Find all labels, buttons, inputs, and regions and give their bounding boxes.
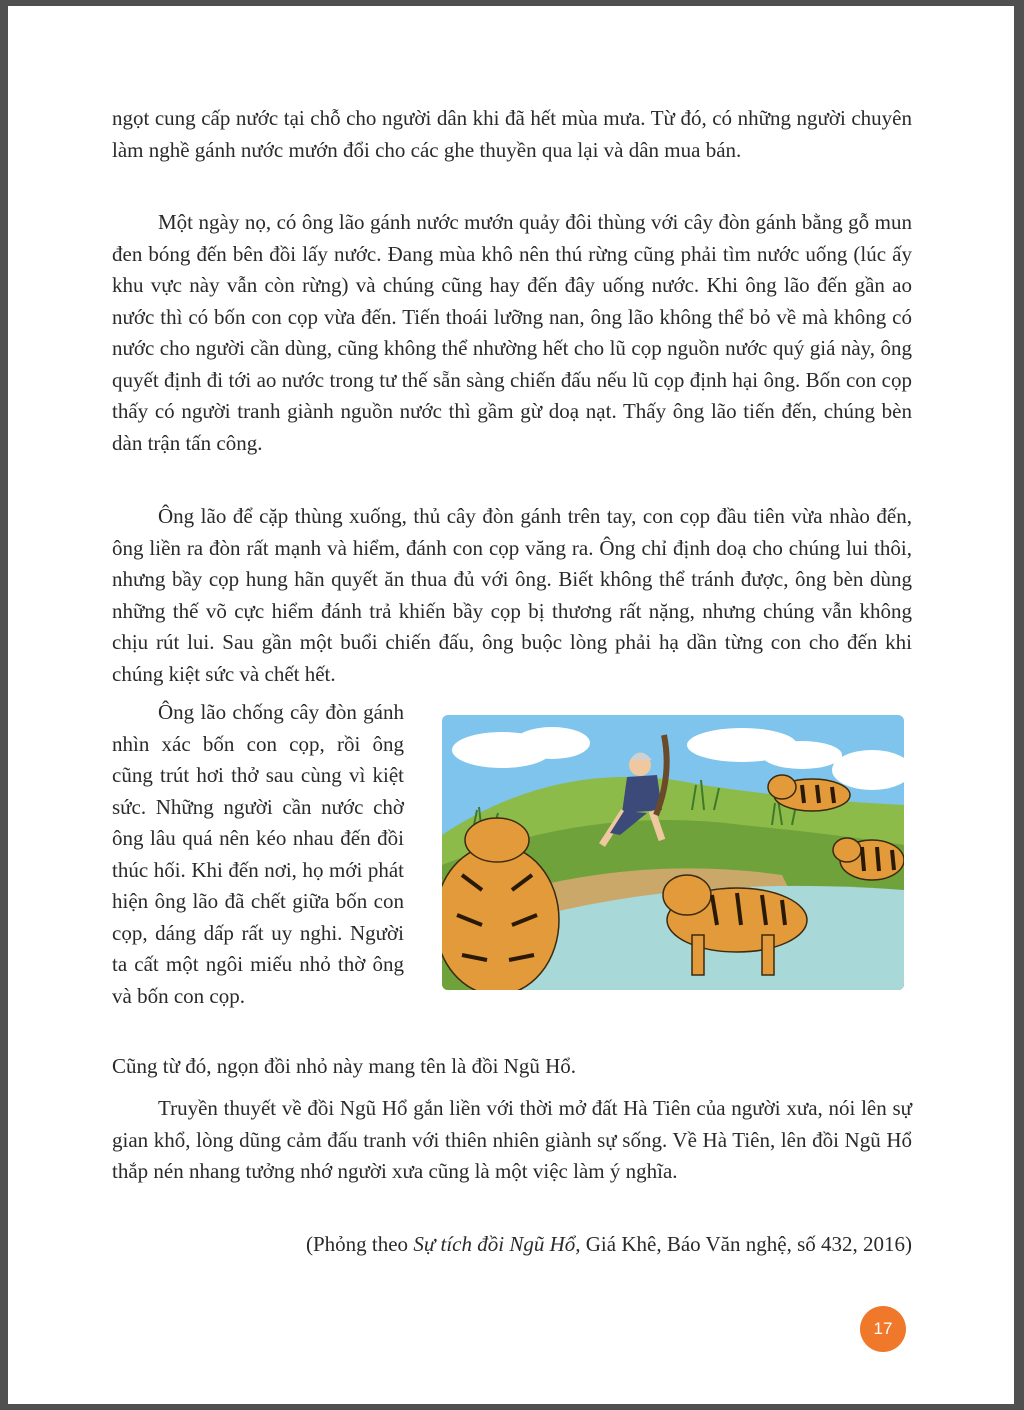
paragraph-1: ngọt cung cấp nước tại chỗ cho người dân khi đã hết mùa mưa. Từ đó, có những người chuyên làm nghề gánh nước mướn đổi cho các ghe thuyền qua lại và dân mua bán. [112, 106, 912, 162]
source-prefix: (Phỏng theo [305, 1232, 414, 1256]
story-illustration [442, 715, 904, 990]
page-number-badge: 17 [860, 1306, 906, 1352]
paragraph-6: Truyền thuyết về đồi Ngũ Hổ gắn liền với thời mở đất Hà Tiên của người xưa, nói lên sự gian khổ, lòng dũng cảm đấu tranh với thiên nhiên giành sự sống. Về Hà Tiên, lên đồi Ngũ Hổ thắp nén nhang tưởng nhớ người xưa cũng là một việc làm ý nghĩa. [112, 1096, 912, 1183]
old-man-and-tigers-image [442, 715, 904, 990]
paragraph-5: Cũng từ đó, ngọn đồi nhỏ này mang tên là đồi Ngũ Hổ. [112, 1054, 577, 1078]
paragraph-2: Một ngày nọ, có ông lão gánh nước mướn quảy đôi thùng với cây đòn gánh bằng gỗ mun đen bóng đến bên đồi lấy nước. Đang mùa khô nên thú rừng cũng phải tìm nước uống (lúc ấy khu vực này vẫn còn rừng) và chúng cũng hay đến đây uống nước. Khi ông lão đến gần ao nước thì có bốn con cọp vừa đến. Tiến thoái lưỡng nan, ông lão không thể bỏ về mà không có nước cho người cần dùng, cũng không thể nhường hết cho lũ cọp nguồn nước quý giá này, ông quyết định đi tới ao nước trong tư thế sẵn sàng chiến đấu nếu lũ cọp định hại ông. Bốn con cọp thấy có người tranh giành nguồn nước thì gầm gừ doạ nạt. Thấy ông lão tiến đến, chúng bèn dàn trận tấn công. [112, 210, 912, 455]
paragraph-3: Ông lão để cặp thùng xuống, thủ cây đòn gánh trên tay, con cọp đầu tiên vừa nhào đến, ông liền ra đòn rất mạnh và hiểm, đánh con cọp văng ra. Ông chỉ định doạ cho chúng lui thôi, nhưng bầy cọp hung hãn quyết ăn thua đủ với ông. Biết không thể tránh được, ông bèn dùng những thế võ cực hiểm đánh trả khiến bầy cọp bị thương rất nặng, nhưng chúng vẫn không chịu rút lui. Sau gần một buổi chiến đấu, ông buộc lòng phải hạ dần từng con cho đến khi chúng kiệt sức và chết hết. [112, 504, 912, 686]
source-suffix: Giá Khê, Báo Văn nghệ, số 432, 2016) [580, 1232, 912, 1256]
source-citation [112, 1229, 912, 1261]
page [8, 6, 1014, 1404]
source-title: Sự tích đồi Ngũ Hổ, [413, 1232, 581, 1256]
paragraph-4: Ông lão chống cây đòn gánh nhìn xác bốn con cọp, rồi ông cũng trút hơi thở sau cùng vì kiệt sức. Những người cần nước chờ ông lâu quá nên kéo nhau đến đồi thúc hối. Khi đến nơi, họ mới phát hiện ông lão đã chết giữa bốn con cọp, dáng dấp rất uy nghi. Người ta cất một ngôi miếu nhỏ thờ ông và bốn con cọp. [112, 700, 404, 1008]
